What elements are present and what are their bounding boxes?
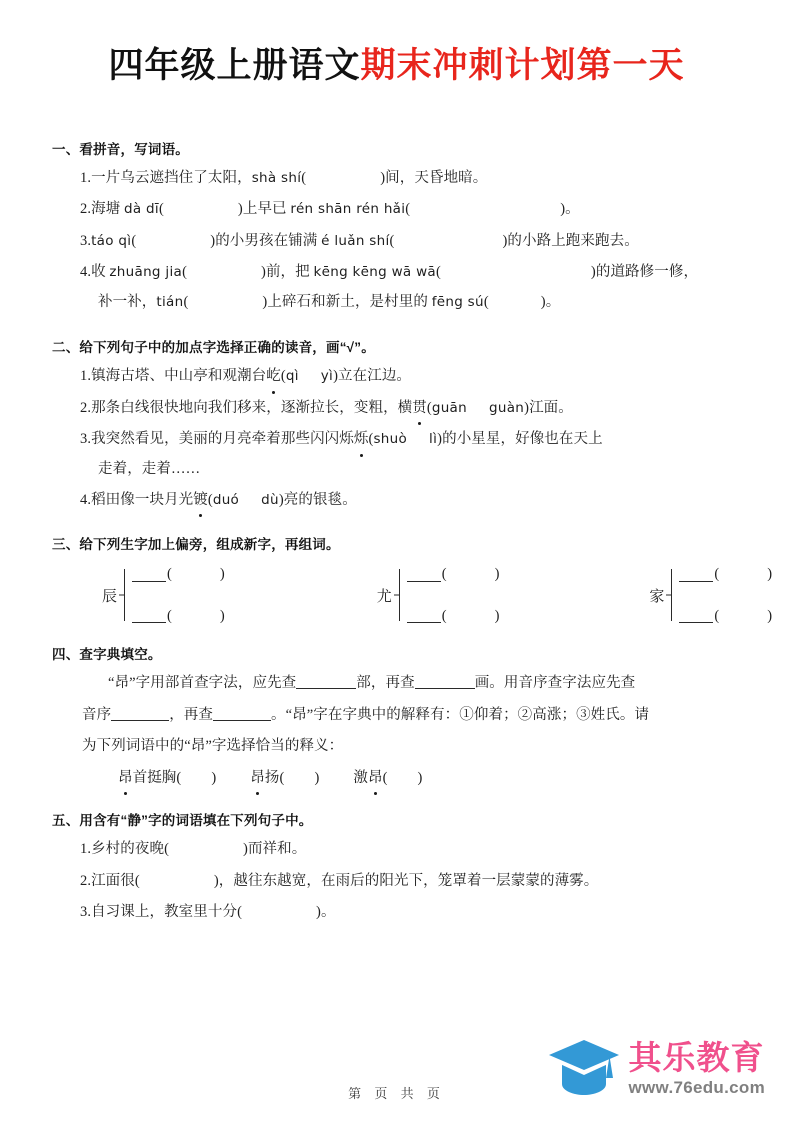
item-number: 4. bbox=[80, 264, 92, 281]
pinyin-choice-b[interactable]: guàn bbox=[488, 399, 525, 416]
item-text-tail: 的小星星，好像也在天上 bbox=[442, 431, 603, 448]
pinyin: é luǎn shí bbox=[321, 232, 390, 249]
item-text-tail: 立在江边。 bbox=[338, 368, 412, 385]
title-subject: 四年级上册语文 bbox=[108, 46, 361, 85]
brace-line: ( ) bbox=[132, 567, 225, 582]
base-character: 辰 bbox=[102, 588, 118, 605]
graduation-cap-icon bbox=[547, 1036, 621, 1100]
item-text: 江面很 bbox=[91, 872, 135, 889]
item-text-mid: 上碎石和新土，是村里的 bbox=[267, 293, 432, 310]
section-three-heading: 三、给下列生字加上偏旁，组成新字，再组词。 bbox=[52, 537, 340, 553]
pinyin-choice-a[interactable]: shuò bbox=[373, 431, 408, 448]
line-text-a: “昂”字用部首查字法，应先查 bbox=[108, 675, 297, 692]
line-text-b: 部，再查 bbox=[356, 675, 415, 692]
item-text: 稻田像一块月光 bbox=[91, 491, 194, 508]
pinyin: zhuāng jia bbox=[109, 264, 183, 281]
item-number: 2. bbox=[80, 399, 92, 416]
item-number: 1. bbox=[80, 841, 92, 858]
item-number: 3. bbox=[80, 431, 92, 448]
emphasized-character: 烁 bbox=[354, 428, 369, 450]
question-item: 3.我突然看见，美丽的月亮牵着那些闪闪烁烁(shuò lì)的小星星，好像也在天上 bbox=[80, 428, 747, 450]
brace-icon bbox=[394, 567, 405, 623]
item-number: 1. bbox=[80, 169, 92, 186]
base-character: 尤 bbox=[376, 588, 392, 605]
new-character-blank[interactable] bbox=[407, 609, 441, 623]
pinyin: táo qì bbox=[91, 232, 132, 249]
item-text-mid: 前，把 bbox=[265, 264, 314, 281]
question-item-continued: 补一补，tián( )上碎石和新土，是村里的 fēng sú( )。 bbox=[98, 293, 561, 310]
section-five-heading: 五、用含有“静”字的词语填在下列句子中。 bbox=[52, 813, 313, 829]
pinyin-choice-a[interactable]: guān bbox=[431, 399, 467, 416]
section-one-heading: 一、看拼音，写词语。 bbox=[52, 141, 189, 157]
new-character-blank[interactable] bbox=[679, 609, 713, 623]
section-one bbox=[46, 138, 747, 313]
page-title bbox=[46, 0, 747, 88]
item-number: 2. bbox=[80, 872, 92, 889]
item-text-tail: 而祥和。 bbox=[247, 841, 307, 858]
pinyin-choice-a[interactable]: qì bbox=[285, 368, 299, 385]
dictionary-line: 为下列词语中的“昂”字选择恰当的释义： bbox=[82, 738, 344, 755]
fill-blank[interactable] bbox=[111, 705, 169, 721]
item-text-tail: 。 bbox=[565, 201, 580, 218]
fill-blank[interactable] bbox=[296, 674, 356, 690]
line-text-a: 音序 bbox=[82, 706, 112, 723]
page-number-footer: 第 页 共 页 bbox=[348, 1086, 445, 1101]
brace-line: ( ) bbox=[132, 609, 225, 624]
item-text-tail: 亮的银毯。 bbox=[283, 491, 357, 508]
question-item: 2.那条白线很快地向我们移来，逐渐拉长，变粗，横贯(guān guàn)江面。 bbox=[80, 397, 747, 419]
question-item: 1.乡村的夜晚( )而祥和。 bbox=[80, 841, 307, 858]
word-entry: 激昂 bbox=[353, 770, 382, 786]
item-text: 镇海古塔、中山亭和观潮台 bbox=[91, 368, 267, 385]
brand-name: 其乐教育 bbox=[628, 1038, 765, 1076]
emphasized-character: 贯 bbox=[412, 397, 427, 419]
item-text-tail: 江面。 bbox=[529, 399, 573, 416]
question-item: 3.自习课上，教室里十分( )。 bbox=[80, 904, 336, 921]
brace-line: ( ) bbox=[679, 567, 772, 582]
pinyin: kēng kēng wā wā bbox=[313, 264, 436, 281]
question-item: 1.一片乌云遮挡住了太阳，shà shí( )间，天昏地暗。 bbox=[80, 169, 488, 186]
item-number: 3. bbox=[80, 904, 92, 921]
section-two bbox=[46, 336, 747, 511]
item-text-tail: 。 bbox=[320, 904, 336, 921]
section-four-heading: 四、查字典填空。 bbox=[52, 647, 162, 663]
pinyin-choice-b[interactable]: yì bbox=[320, 368, 334, 385]
brace-group bbox=[102, 567, 225, 623]
question-item-continued: 走着，走着…… bbox=[98, 460, 201, 477]
new-character-blank[interactable] bbox=[132, 609, 166, 623]
item-text: 收 bbox=[91, 264, 110, 281]
pinyin-choice-a[interactable]: duó bbox=[212, 491, 240, 508]
section-two-heading: 二、给下列句子中的加点字选择正确的读音，画“√”。 bbox=[52, 340, 375, 356]
radical-exercise-row bbox=[80, 566, 773, 624]
question-item: 2.江面很( )，越往东越宽，在雨后的阳光下，笼罩着一层蒙蒙的薄雾。 bbox=[80, 872, 599, 889]
item-text-tail: 的道路修一修， bbox=[595, 264, 699, 281]
section-five bbox=[46, 809, 747, 923]
brace-line: ( ) bbox=[407, 567, 500, 582]
dictionary-line bbox=[108, 672, 747, 694]
item-text-tail: 间，天昏地暗。 bbox=[385, 169, 488, 186]
line-text-b: ，再查 bbox=[169, 706, 214, 723]
item-text-mid: 上早已 bbox=[242, 201, 291, 218]
base-character: 家 bbox=[649, 588, 665, 605]
emphasized-character: 镀 bbox=[193, 489, 208, 511]
item-text: 那条白线很快地向我们移来，逐渐拉长，变粗，横 bbox=[91, 399, 413, 416]
item-text: 自习课上，教室里十分 bbox=[91, 904, 238, 921]
item-text: 补一补， bbox=[98, 293, 157, 310]
new-character-blank[interactable] bbox=[132, 568, 166, 582]
word-meaning-row: 昂首挺胸( ) 昂扬( ) 激昂( ) bbox=[118, 767, 747, 789]
emphasized-character: 昂 bbox=[118, 767, 133, 789]
pinyin-choice-b[interactable]: dù bbox=[261, 491, 279, 508]
pinyin: fēng sú bbox=[431, 293, 484, 310]
brace-group bbox=[649, 567, 772, 623]
item-text: 海塘 bbox=[91, 201, 125, 218]
brace-line: ( ) bbox=[679, 609, 772, 624]
item-text: 我突然看见，美丽的月亮牵着那些闪闪烁 bbox=[91, 431, 354, 448]
item-text-tail: 。 bbox=[545, 293, 561, 310]
fill-blank[interactable] bbox=[213, 705, 271, 721]
question-item: 4.收 zhuāng jia( )前，把 kēng kēng wā wā( )的道路修一修， bbox=[80, 264, 699, 281]
item-number: 3. bbox=[80, 232, 92, 249]
pinyin: dà dī bbox=[124, 201, 159, 218]
new-character-blank[interactable] bbox=[407, 568, 441, 582]
emphasized-character: 昂 bbox=[368, 767, 383, 789]
brace-icon bbox=[119, 567, 130, 623]
item-text: 一片乌云遮挡住了太阳， bbox=[91, 169, 252, 186]
title-highlight: 期末冲刺计划第一天 bbox=[360, 46, 685, 85]
item-number: 2. bbox=[80, 201, 92, 218]
brand-logo bbox=[547, 1036, 765, 1100]
word-entry: 昂首挺胸 bbox=[118, 770, 176, 786]
item-text-tail: ，越往东越宽，在雨后的阳光下，笼罩着一层蒙蒙的薄雾。 bbox=[218, 872, 599, 889]
line-text-c: 画。用音序查字法应先查 bbox=[474, 675, 636, 692]
pinyin: rén shān rén hǎi bbox=[290, 201, 406, 218]
item-text-mid: 的小男孩在铺满 bbox=[215, 232, 322, 249]
dictionary-line bbox=[82, 704, 747, 726]
fill-blank[interactable] bbox=[415, 674, 475, 690]
emphasized-character: 屹 bbox=[266, 365, 281, 387]
line-text-c: 。“昂”字在字典中的解释有：①仰着；②高涨；③姓氏。请 bbox=[271, 706, 650, 723]
pinyin: tián bbox=[156, 293, 184, 310]
pinyin-choice-b[interactable]: lì bbox=[429, 431, 438, 448]
item-number: 4. bbox=[80, 491, 92, 508]
item-text: 乡村的夜晚 bbox=[91, 841, 165, 858]
question-item: 1.镇海古塔、中山亭和观潮台屹(qì yì)立在江边。 bbox=[80, 365, 747, 387]
brace-group bbox=[377, 567, 500, 623]
question-item: 4.稻田像一块月光镀(duó dù)亮的银毯。 bbox=[80, 489, 747, 511]
question-item: 3.táo qì( )的小男孩在铺满 é luǎn shí( )的小路上跑来跑去。 bbox=[80, 232, 639, 249]
brace-line: ( ) bbox=[407, 609, 500, 624]
pinyin: shà shí bbox=[251, 169, 302, 186]
emphasized-character: 昂 bbox=[250, 767, 265, 789]
brand-url: www.76edu.com bbox=[628, 1077, 765, 1097]
section-four bbox=[46, 643, 747, 789]
item-text-tail: 的小路上跑来跑去。 bbox=[507, 232, 639, 249]
section-three bbox=[46, 533, 773, 624]
word-entry: 昂扬 bbox=[250, 770, 279, 786]
item-number: 1. bbox=[80, 368, 92, 385]
brace-icon bbox=[666, 567, 677, 623]
question-item: 2.海塘 dà dī( )上早已 rén shān rén hǎi( )。 bbox=[80, 201, 580, 218]
new-character-blank[interactable] bbox=[679, 568, 713, 582]
